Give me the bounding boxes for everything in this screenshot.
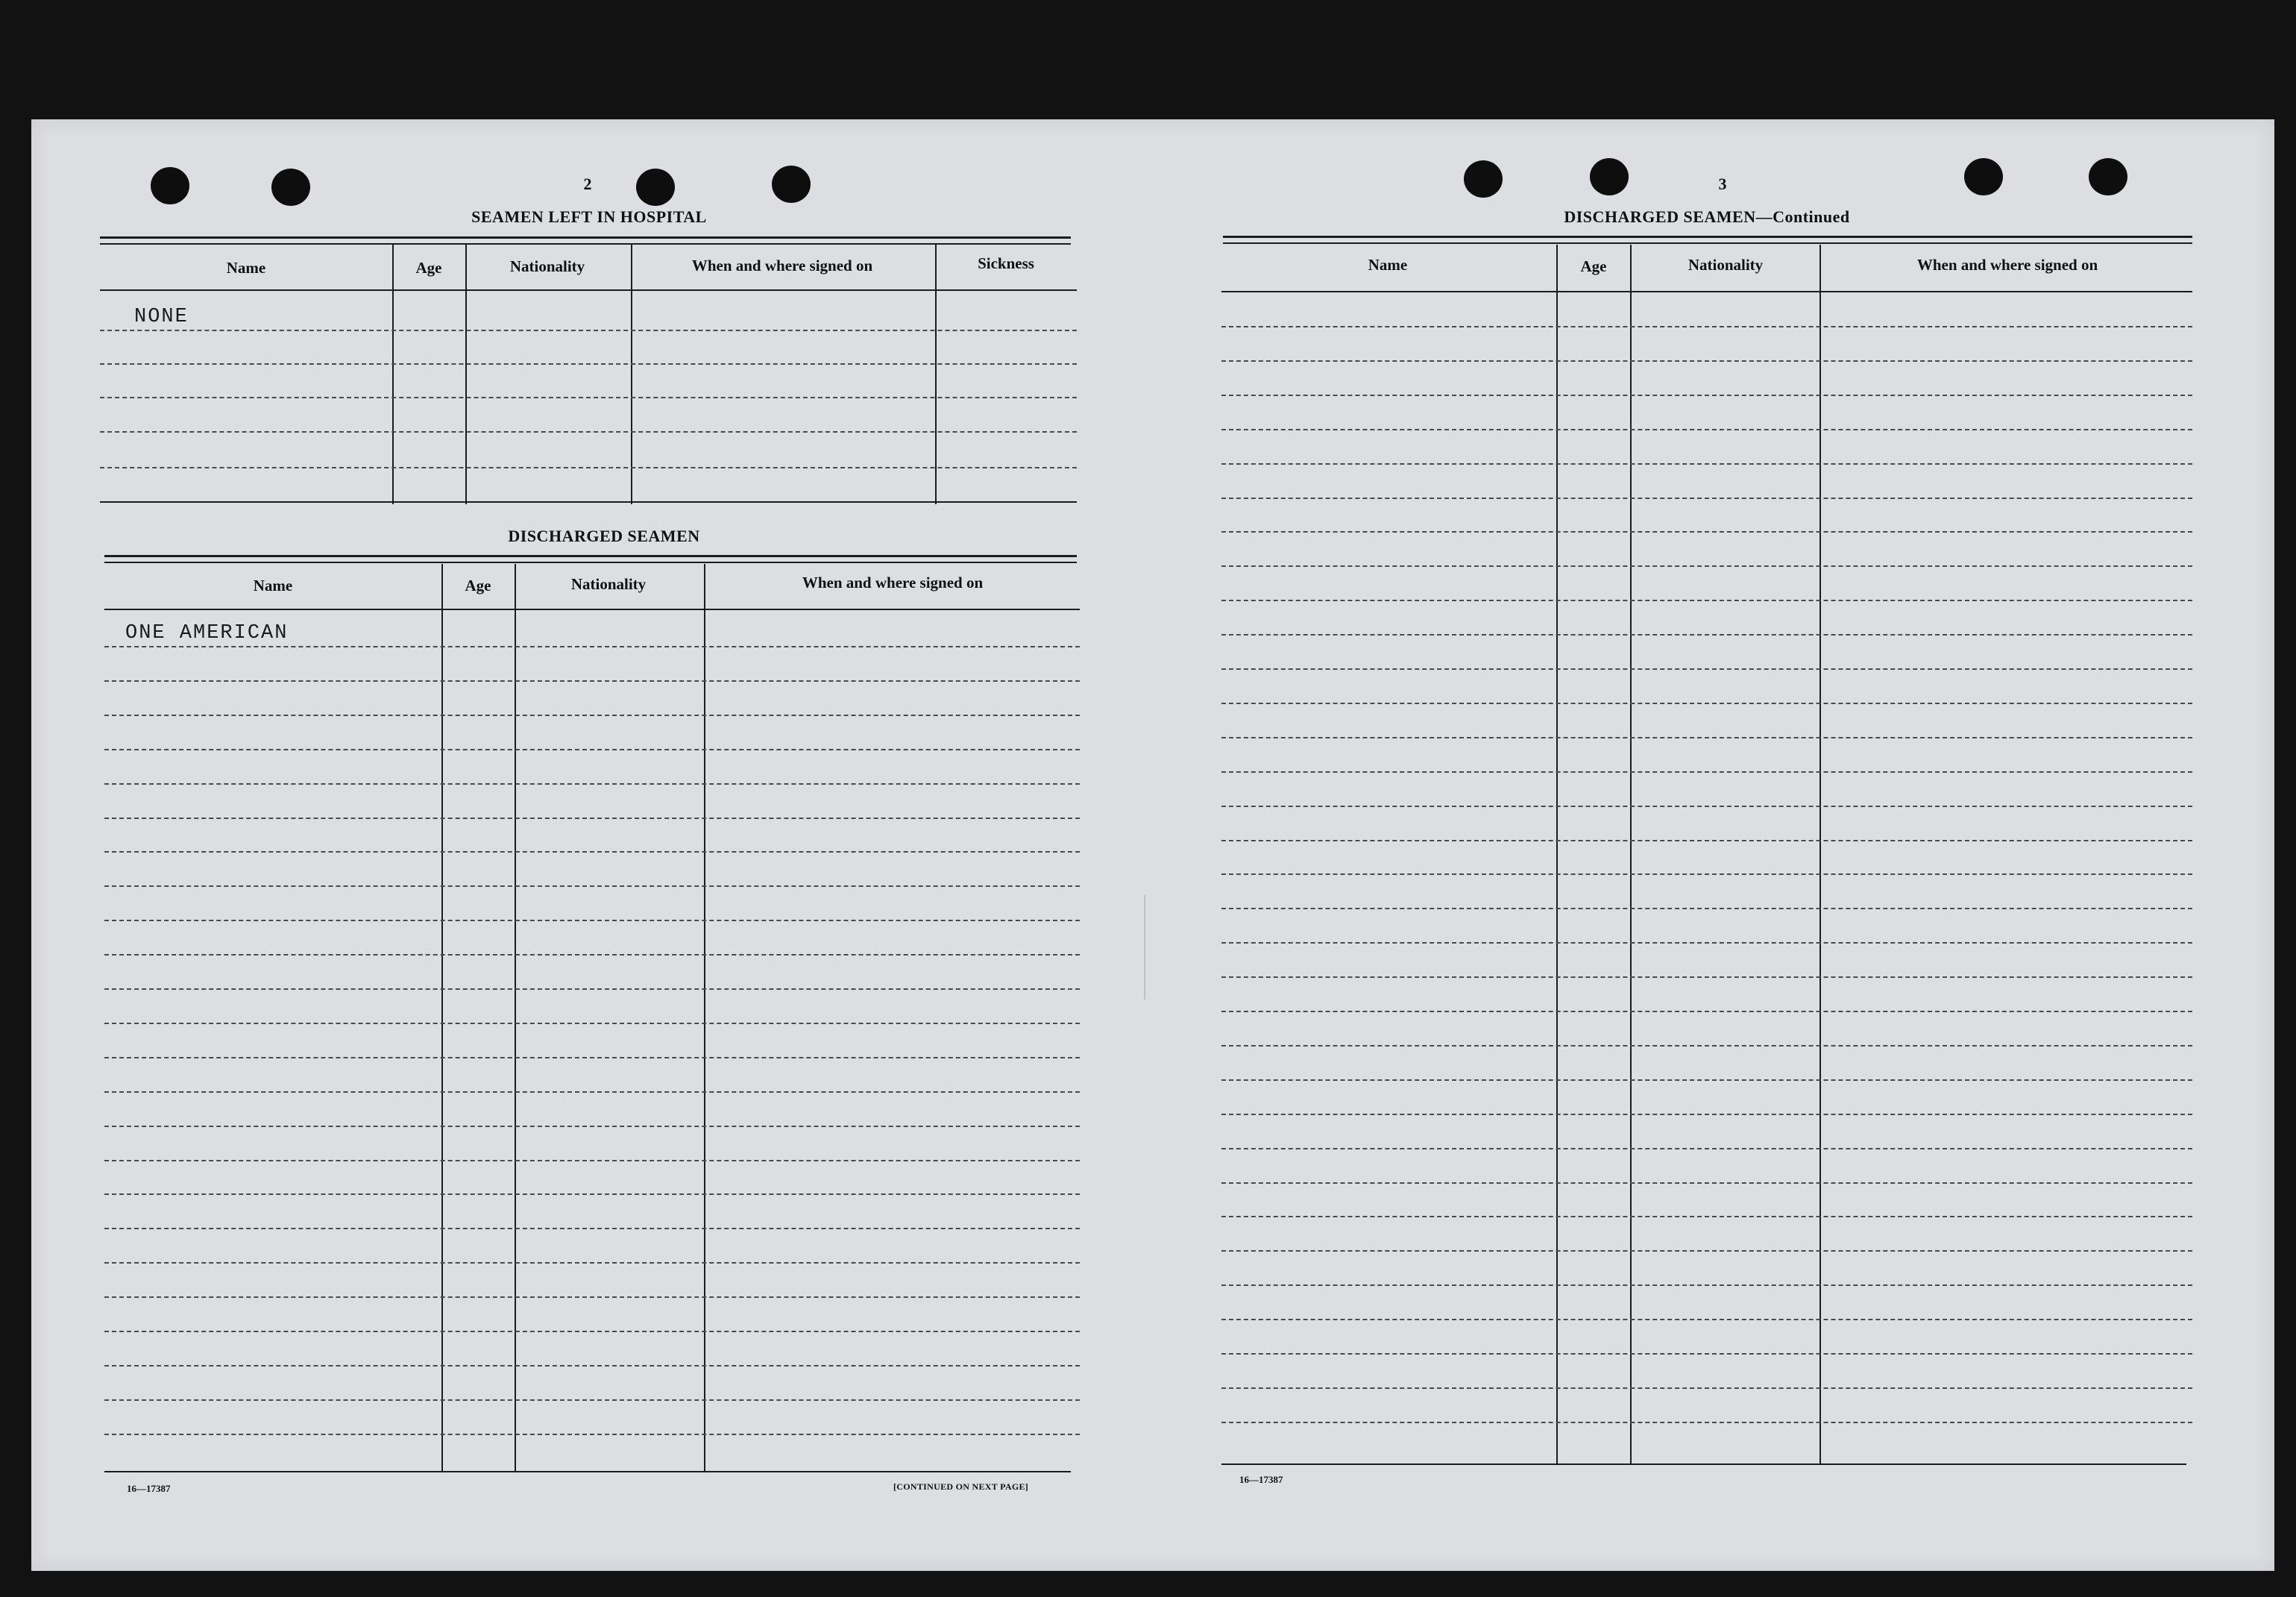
header-bottom-rule	[104, 609, 1080, 610]
table-row-line	[104, 851, 1080, 853]
continued-note: [CONTINUED ON NEXT PAGE]	[893, 1481, 1029, 1492]
punch-hole	[151, 167, 189, 204]
column-header-name: Name	[226, 259, 266, 277]
discharged-section-title: DISCHARGED SEAMEN	[508, 527, 700, 545]
table-row-line	[1221, 1353, 2192, 1355]
discharged-continued-title	[1564, 207, 1849, 227]
table-row-line	[1221, 600, 2192, 601]
table-top-rule	[1223, 242, 2192, 244]
table-row-line	[1221, 1284, 2192, 1286]
table-row-line	[104, 1331, 1080, 1332]
table-row-line	[104, 1126, 1080, 1127]
table-row-line	[1221, 1387, 2192, 1389]
table-row-line	[104, 646, 1080, 647]
table-row-line	[104, 920, 1080, 921]
table-row-line	[1221, 737, 2192, 738]
table-row-line	[1221, 976, 2192, 978]
table-top-rule	[104, 555, 1077, 557]
table-row-line	[104, 1434, 1080, 1435]
table-row-line	[1221, 360, 2192, 362]
column-header-sickness: Sickness	[978, 254, 1034, 272]
column-divider	[465, 245, 467, 504]
table-row-line	[104, 1023, 1080, 1024]
table-bottom-rule	[100, 501, 1077, 503]
column-divider	[1819, 245, 1821, 1464]
title-text: DISCHARGED SEAMEN	[1564, 207, 1756, 226]
table-row-line	[1221, 531, 2192, 533]
table-row-line	[104, 885, 1080, 887]
table-row-line	[1221, 1011, 2192, 1012]
table-row-line	[1221, 806, 2192, 807]
table-top-rule	[1223, 236, 2192, 238]
table-row-line	[100, 363, 1077, 365]
table-row-line	[104, 1262, 1080, 1264]
column-header-signed-on: When and where signed on	[691, 257, 873, 274]
table-row-line	[1221, 395, 2192, 396]
column-header-age: Age	[1580, 257, 1607, 275]
table-row-line	[1221, 1216, 2192, 1217]
table-row-line	[104, 1399, 1080, 1401]
table-row-line	[1221, 1422, 2192, 1423]
table-row-line	[1221, 873, 2192, 875]
punch-hole	[271, 169, 310, 206]
table-row-line	[1221, 1114, 2192, 1115]
table-row-line	[1221, 942, 2192, 944]
table-row-line	[1221, 1250, 2192, 1252]
table-row-line	[1221, 565, 2192, 567]
table-row-line	[104, 1296, 1080, 1298]
column-header-name: Name	[253, 577, 293, 594]
column-header-signed-on: When and where signed on	[802, 574, 984, 592]
header-bottom-rule	[100, 289, 1077, 291]
table-row-line	[1221, 1148, 2192, 1149]
punch-hole	[772, 166, 811, 203]
table-row-line	[1221, 1182, 2192, 1184]
table-top-rule	[100, 236, 1071, 239]
table-row-line	[104, 749, 1080, 750]
column-header-name: Name	[1368, 256, 1408, 274]
column-divider	[392, 245, 394, 504]
table-row-line	[1221, 668, 2192, 670]
table-top-rule	[104, 562, 1077, 563]
table-row-line	[1221, 463, 2192, 465]
header-bottom-rule	[1221, 291, 2192, 292]
form-number: 16—17387	[1239, 1474, 1283, 1485]
hospital-entry: NONE	[134, 306, 189, 328]
table-row-line	[104, 1228, 1080, 1229]
column-header-age: Age	[415, 259, 442, 277]
table-row-line	[104, 1057, 1080, 1058]
punch-hole	[1464, 160, 1503, 198]
column-divider	[441, 564, 443, 1472]
table-row-line	[1221, 429, 2192, 430]
column-divider	[515, 564, 516, 1472]
column-header-nationality: Nationality	[1688, 256, 1764, 274]
table-row-line	[104, 783, 1080, 785]
column-divider	[935, 245, 937, 504]
table-row-line	[1221, 1319, 2192, 1320]
page-number: 2	[583, 175, 592, 193]
table-row-line	[104, 988, 1080, 990]
page-fold	[1144, 895, 1145, 1000]
table-row-line	[104, 1365, 1080, 1367]
table-row-line	[104, 954, 1080, 956]
table-row-line	[1221, 498, 2192, 499]
table-row-line	[1221, 908, 2192, 909]
page-number: 3	[1718, 175, 1727, 193]
table-row-line	[104, 715, 1080, 716]
table-row-line	[100, 431, 1077, 433]
discharged-entry: ONE AMERICAN	[125, 622, 289, 644]
punch-hole	[636, 169, 675, 206]
table-row-line	[1221, 634, 2192, 636]
table-row-line	[1221, 1045, 2192, 1047]
column-header-nationality: Nationality	[570, 575, 647, 593]
punch-hole	[1964, 158, 2003, 195]
punch-hole	[2089, 158, 2127, 195]
hospital-section-title: SEAMEN LEFT IN HOSPITAL	[471, 207, 707, 226]
table-row-line	[1221, 771, 2192, 773]
column-divider	[704, 564, 705, 1472]
table-bottom-rule	[104, 1471, 1071, 1472]
column-divider	[631, 245, 632, 504]
table-row-line	[104, 1193, 1080, 1195]
form-number: 16—17387	[127, 1483, 171, 1494]
column-divider	[1556, 245, 1558, 1464]
column-header-nationality: Nationality	[509, 257, 585, 275]
table-row-line	[104, 1160, 1080, 1161]
table-row-line	[100, 467, 1077, 468]
column-header-age: Age	[465, 577, 491, 594]
table-bottom-rule	[1221, 1463, 2186, 1465]
table-row-line	[1221, 1079, 2192, 1081]
punch-hole	[1590, 158, 1629, 195]
table-top-rule	[100, 243, 1071, 245]
table-row-line	[104, 1091, 1080, 1093]
table-row-line	[1221, 840, 2192, 841]
table-row-line	[104, 680, 1080, 682]
table-row-line	[100, 330, 1077, 331]
table-row-line	[1221, 326, 2192, 327]
column-divider	[1630, 245, 1632, 1464]
table-row-line	[100, 397, 1077, 398]
column-header-signed-on: When and where signed on	[1916, 256, 2098, 274]
table-row-line	[104, 818, 1080, 819]
table-row-line	[1221, 703, 2192, 704]
title-suffix: —Continued	[1755, 207, 1850, 226]
